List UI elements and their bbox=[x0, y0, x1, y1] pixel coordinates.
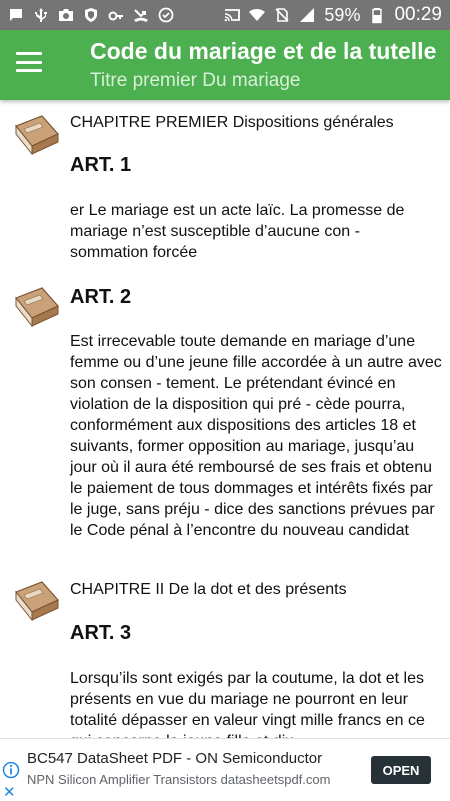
ad-open-button[interactable]: OPEN bbox=[371, 756, 431, 784]
usb-icon bbox=[33, 7, 49, 23]
article-text: Est irrecevable toute demande en mariage d’une femme ou d’une jeune fille accordée à un autre avec son consen - tement. Le prétendant évincé en violation de la disposition qui pré - cède pourra, conformément aux dispositions des articles 18 et suivants, former opposition au mariage, jusqu’au jour où il aura été remboursé de ses frais et obtenu le paiement de tous dommages et intérêts fixés par le juge, sans préju - dice des sanctions prévues par le Code pénal à l’encontre du nouveau candidat bbox=[70, 333, 442, 539]
list-item[interactable] bbox=[0, 570, 450, 738]
chat-icon bbox=[8, 7, 24, 23]
status-right-icons bbox=[224, 4, 442, 26]
cast-icon bbox=[224, 7, 240, 23]
battery-icon bbox=[369, 7, 385, 23]
article-text: er Le mariage est un acte laïc. La promesse de mariage n’est susceptible d’aucune con - sommation forcée bbox=[70, 202, 405, 261]
ad-title[interactable]: BC547 DataSheet PDF - ON Semiconductor bbox=[27, 750, 323, 767]
list-item[interactable] bbox=[0, 100, 450, 270]
signal-icon bbox=[299, 7, 315, 23]
book-icon bbox=[10, 578, 62, 626]
app-subtitle: Titre premier Du mariage bbox=[90, 70, 301, 91]
clock: 00:29 bbox=[394, 4, 442, 25]
no-sim-icon bbox=[274, 7, 290, 23]
article-heading: ART. 1 bbox=[70, 154, 132, 176]
vpn-key-icon bbox=[108, 7, 124, 23]
book-icon bbox=[10, 112, 62, 160]
call-missed-icon bbox=[133, 7, 149, 23]
chapter-title: CHAPITRE PREMIER Dispositions générales bbox=[70, 114, 394, 131]
status-bar bbox=[0, 0, 450, 30]
article-list[interactable] bbox=[0, 100, 450, 738]
wifi-icon bbox=[249, 7, 265, 23]
ad-banner[interactable] bbox=[0, 738, 450, 800]
list-item[interactable] bbox=[0, 276, 450, 566]
book-icon bbox=[10, 284, 62, 332]
ad-description[interactable]: NPN Silicon Amplifier Transistors datasheetspdf.com bbox=[27, 772, 331, 787]
hamburger-menu-icon[interactable] bbox=[16, 52, 42, 74]
article-heading: ART. 2 bbox=[70, 286, 132, 308]
article-heading: ART. 3 bbox=[70, 622, 132, 644]
shield-icon bbox=[83, 7, 99, 23]
app-title: Code du mariage et de la tutelle bbox=[90, 38, 437, 64]
chapter-title: CHAPITRE II De la dot et des présents bbox=[70, 581, 347, 598]
info-icon[interactable] bbox=[2, 761, 20, 779]
close-icon[interactable]: ✕ bbox=[3, 783, 16, 801]
check-circle-icon bbox=[158, 7, 174, 23]
battery-percent: 59% bbox=[324, 4, 361, 25]
status-left-icons bbox=[8, 7, 174, 23]
camera-icon bbox=[58, 7, 74, 23]
article-text: Lorsqu’ils sont exigés par la coutume, la dot et les présents en vue du mariage ne pourront en leur totalité dépasser en valeur vingt mille francs en ce bbox=[70, 670, 425, 729]
app-bar bbox=[0, 30, 450, 100]
